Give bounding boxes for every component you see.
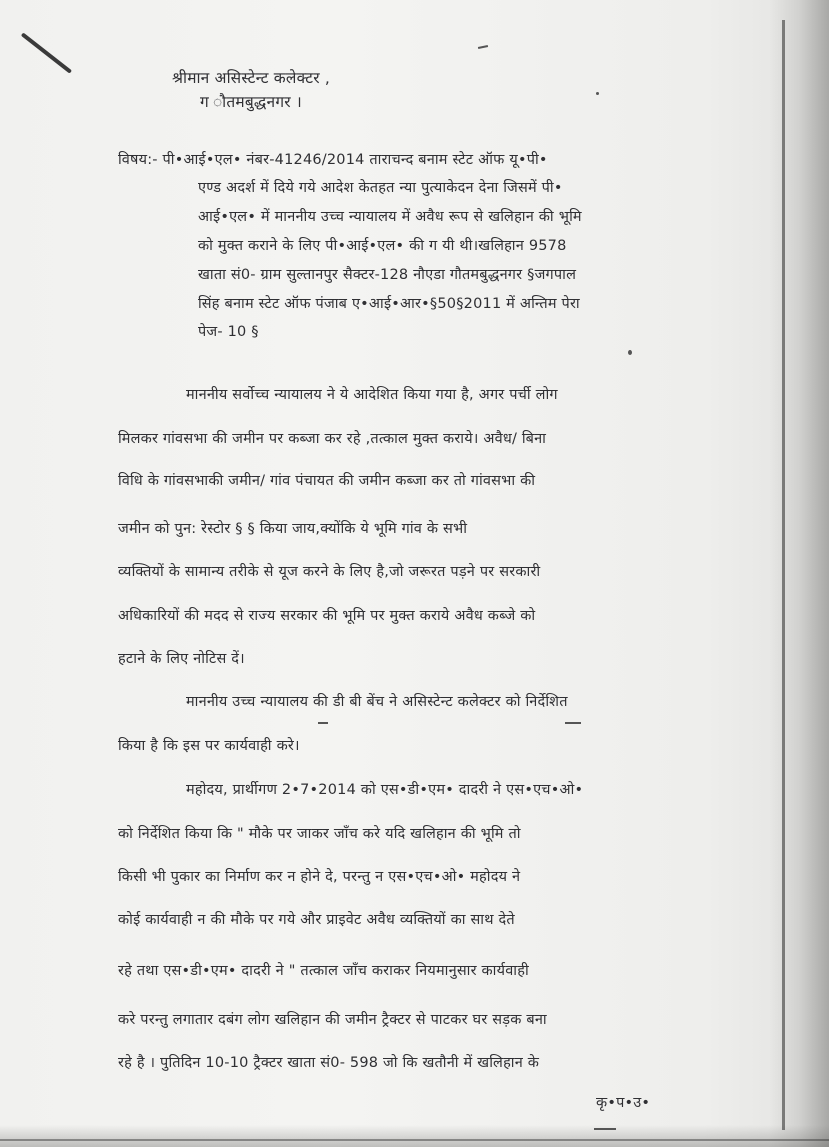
paragraph-line: जमीन को पुन: रेस्टोर § § किया जाय,क्योंकि ये भूमि गांव के सभी xyxy=(118,521,468,537)
subject-line: विषय:- पी•आई•एल• नंबर-41246/2014 ताराचन्द बनाम स्टेट ऑफ यू•पी• xyxy=(118,152,548,168)
paragraph-line: किया है कि इस पर कार्यवाही करे। xyxy=(118,738,300,754)
subject-line: खाता सं0- ग्राम सुल्तानपुर सैक्टर-128 नौएडा गौतमबुद्धनगर §जगपाल xyxy=(198,267,577,283)
paragraph-line: रहे है । पुतिदिन 10-10 ट्रैक्टर खाता सं0- 598 जो कि खतौनी में खलिहान के xyxy=(118,1055,540,1071)
paragraph-line: विधि के गांवसभाकी जमीन/ गांव पंचायत की जमीन कब्जा कर तो गांवसभा की xyxy=(118,473,536,489)
paragraph-line: किसी भी पुकार का निर्माण कर न होने दे, परन्तु न एस•एच•ओ• महोदय ने xyxy=(118,869,521,885)
paragraph-line: करे परन्तु लगातार दबंग लोग खलिहान की जमीन ट्रैक्टर से पाटकर घर सड़क बना xyxy=(118,1012,547,1028)
addressee-line: श्रीमान असिस्टेन्ट कलेक्टर , xyxy=(172,69,331,87)
stray-dot xyxy=(596,92,599,95)
paragraph-line: रहे तथा एस•डी•एम• दादरी ने " तत्काल जाँच कराकर नियमानुसार कार्यवाही xyxy=(118,963,529,979)
stray-mark xyxy=(594,1128,616,1130)
scan-shadow-right xyxy=(769,0,829,1147)
addressee-city: ग ौतमबुद्धनगर । xyxy=(200,93,302,111)
stray-mark xyxy=(478,45,488,49)
paragraph-line: माननीय सर्वोच्च न्यायालय ने ये आदेशित किया गया है, अगर पर्ची लोग xyxy=(186,387,558,403)
paragraph-line: को निर्देशित किया कि " मौके पर जाकर जाँच करे यदि खलिहान की भूमि तो xyxy=(118,826,521,842)
paragraph-line: व्यक्तियों के सामान्य तरीके से यूज करने के लिए है,जो जरूरत पड़ने पर सरकारी xyxy=(118,564,541,580)
continued-overleaf-mark: कृ•प•उ• xyxy=(596,1095,651,1111)
paragraph-line: महोदय, प्रार्थीगण 2•7•2014 को एस•डी•एम• दादरी ने एस•एच•ओ• xyxy=(186,782,584,798)
paragraph-line: हटाने के लिए नोटिस दें। xyxy=(118,651,245,667)
paragraph-line: अधिकारियों की मदद से राज्य सरकार की भूमि पर मुक्त कराये अवैध कब्जे को xyxy=(118,608,536,624)
stray-dot xyxy=(628,350,632,355)
subject-line: सिंह बनाम स्टेट ऑफ पंजाब ए•आई•आर•§50§2011 में अन्तिम पेरा xyxy=(198,296,580,312)
paragraph-line: माननीय उच्च न्यायालय की डी बी बेंच ने असिस्टेन्ट कलेक्टर को निर्देशित xyxy=(186,694,568,710)
page-edge-line xyxy=(782,20,785,1130)
scan-shadow-bottom xyxy=(0,1125,829,1147)
staple-mark xyxy=(21,32,72,73)
paragraph-line: कोई कार्यवाही न की मौके पर गये और प्राइवेट अवैध व्यक्तियों का साथ देते xyxy=(118,912,515,928)
subject-line: पेज- 10 § xyxy=(198,324,259,340)
subject-line: एण्ड अदर्श में दिये गये आदेश केतहत न्या पुत्याकेदन देना जिसमें पी• xyxy=(198,180,563,196)
bottom-edge-line xyxy=(0,1139,829,1141)
stray-mark xyxy=(318,722,328,724)
stray-mark xyxy=(565,722,581,724)
paragraph-line: मिलकर गांवसभा की जमीन पर कब्जा कर रहे ,तत्काल मुक्त कराये। अवैध/ बिना xyxy=(118,431,547,447)
subject-line: को मुक्त कराने के लिए पी•आई•एल• की ग यी थी।खलिहान 9578 xyxy=(198,238,567,254)
subject-line: आई•एल• में माननीय उच्च न्यायालय में अवैध रूप से खलिहान की भूमि xyxy=(198,209,582,225)
